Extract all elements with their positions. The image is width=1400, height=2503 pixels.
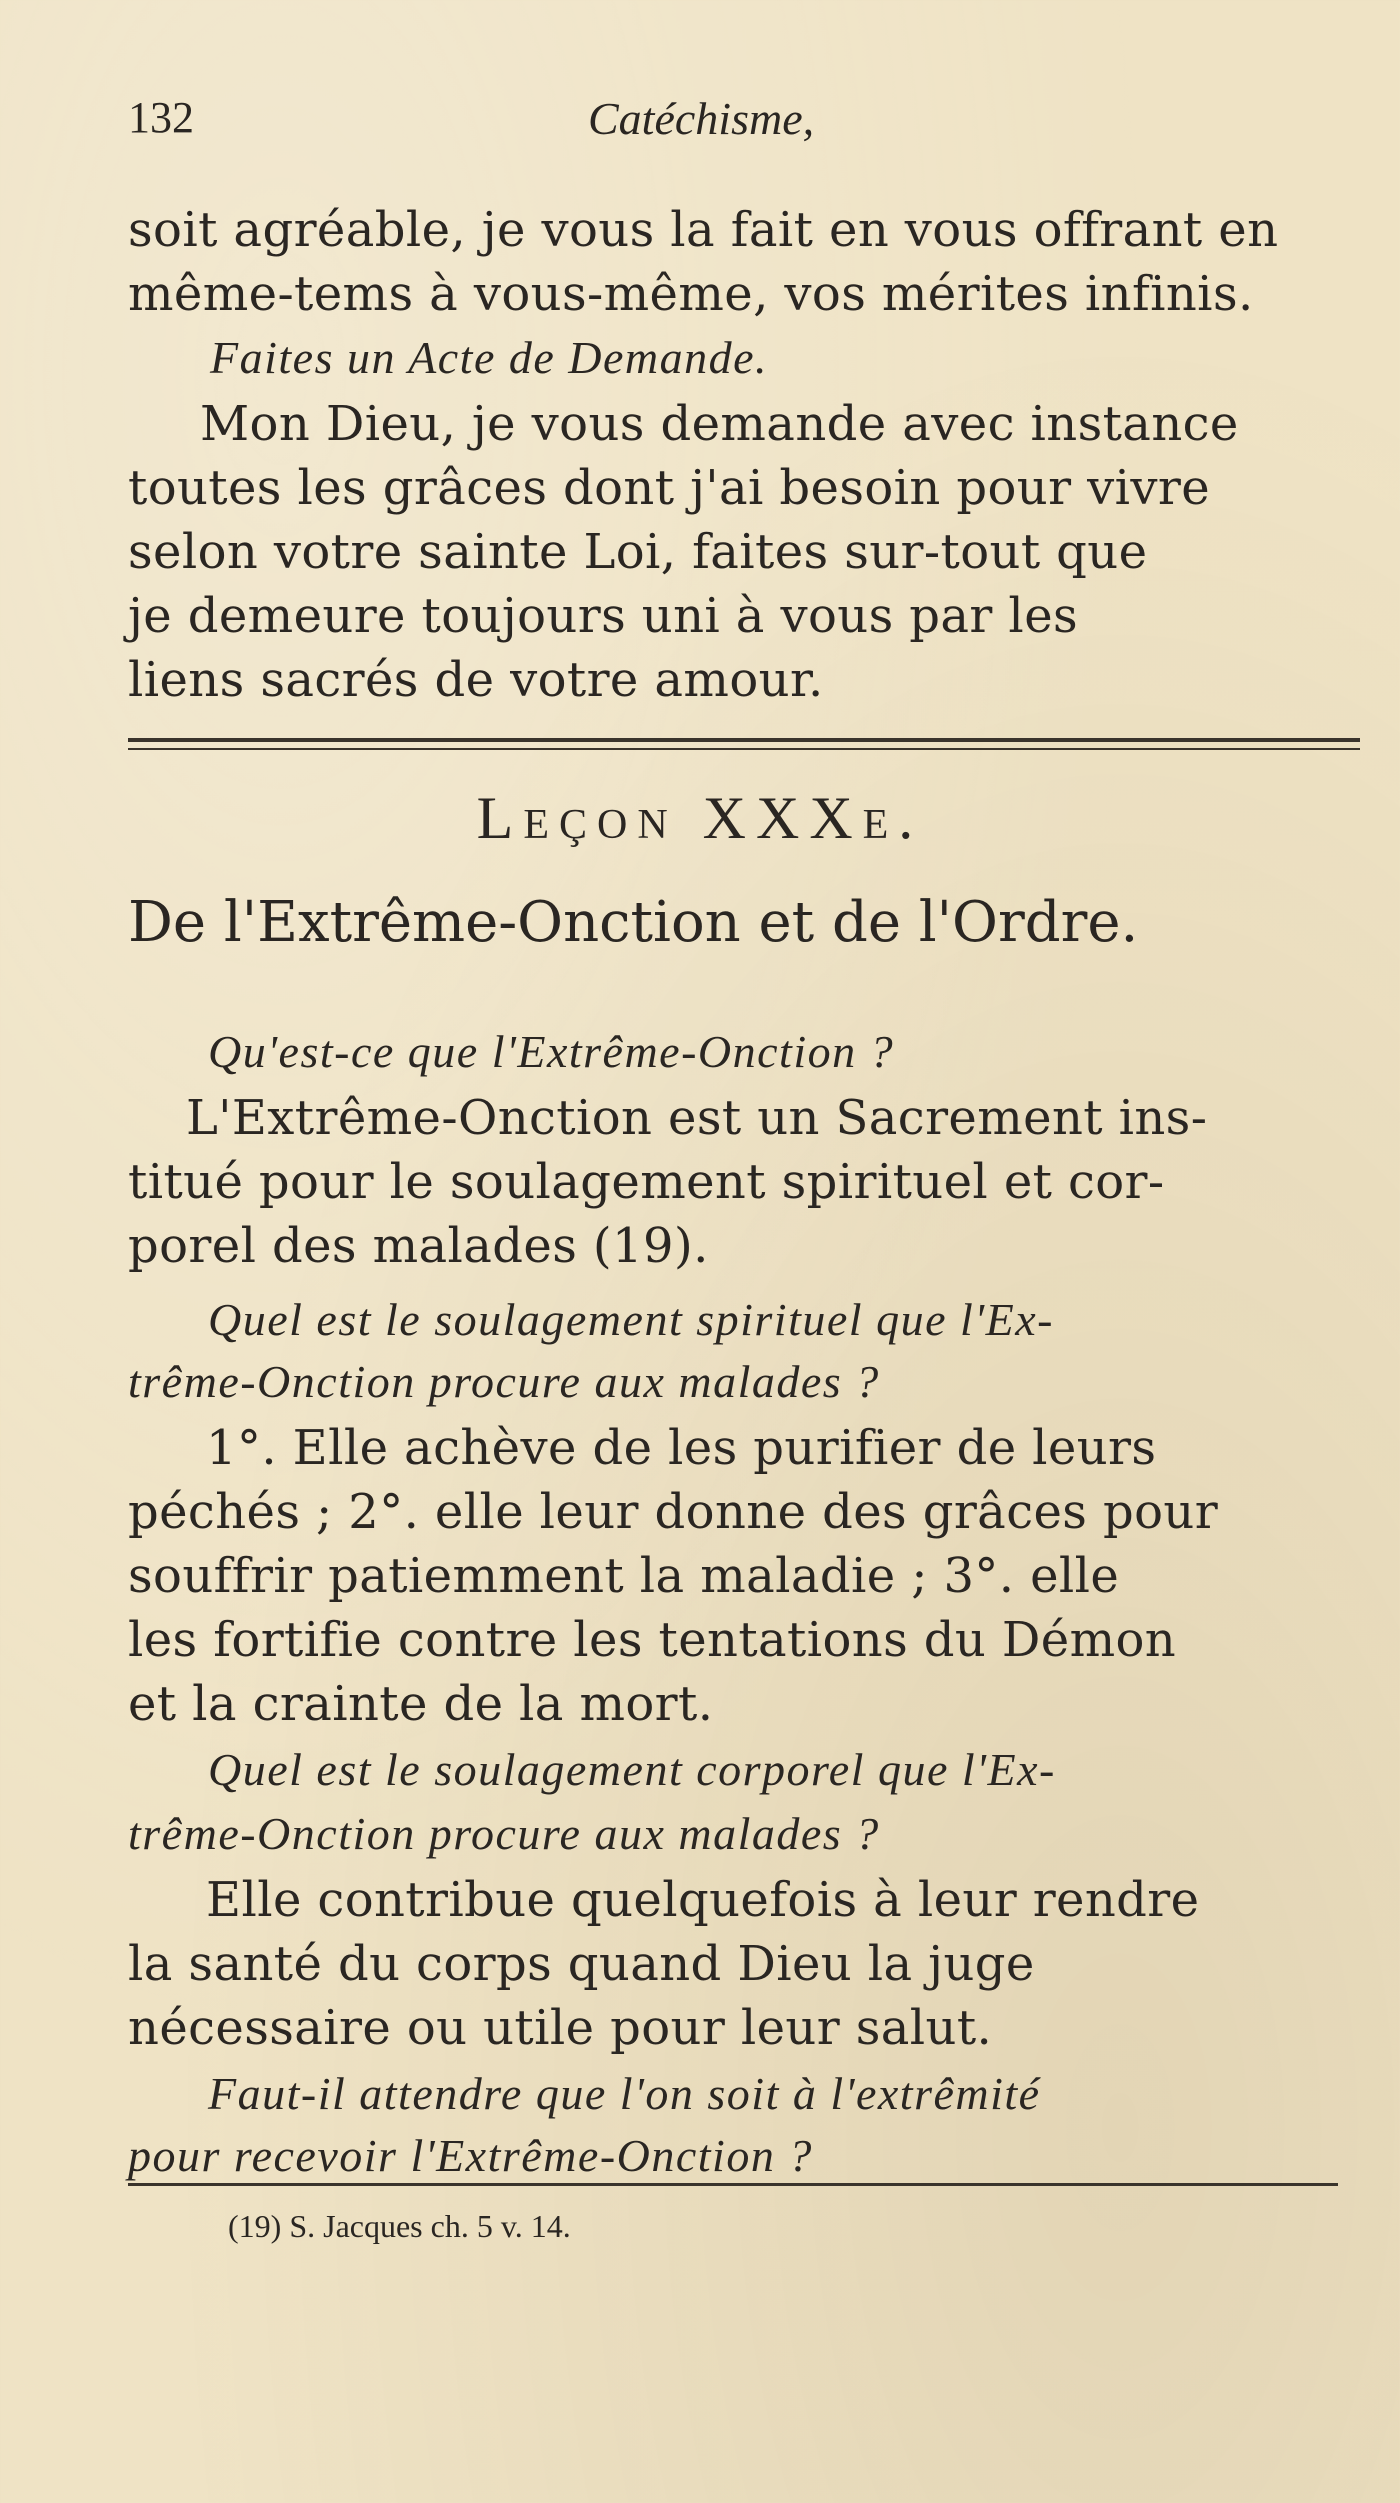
demande-line: Mon Dieu, je vous demande avec instance	[200, 396, 1239, 452]
answer-line: titué pour le soulagement spirituel et cor-	[128, 1154, 1165, 1210]
demande-line: liens sacrés de votre amour.	[128, 652, 824, 708]
answer-line: souffrir patiemment la maladie ; 3°. elle	[128, 1548, 1120, 1604]
question-line: pour recevoir l'Extrême-Onction ?	[128, 2130, 813, 2181]
section-divider	[128, 738, 1360, 750]
demande-line: selon votre sainte Loi, faites sur-tout que	[128, 524, 1148, 580]
demande-line: toutes les grâces dont j'ai besoin pour vivre	[128, 460, 1211, 516]
question-line: Qu'est-ce que l'Extrême-Onction ?	[208, 1026, 895, 1077]
question-line: trême-Onction procure aux malades ?	[128, 1356, 880, 1407]
demande-heading: Faites un Acte de Demande.	[210, 332, 769, 383]
answer-line: porel des malades (19).	[128, 1218, 709, 1274]
demande-line: je demeure toujours uni à vous par les	[128, 588, 1079, 644]
answer-line: Elle contribue quelquefois à leur rendre	[206, 1872, 1200, 1928]
answer-line: la santé du corps quand Dieu la juge	[128, 1936, 1035, 1992]
answer-line: péchés ; 2°. elle leur donne des grâces pour	[128, 1484, 1219, 1540]
footnote-rule	[128, 2183, 1338, 2186]
answer-line: et la crainte de la mort.	[128, 1676, 714, 1732]
question-line: trême-Onction procure aux malades ?	[128, 1808, 880, 1859]
lesson-title: Leçon XXXe.	[476, 785, 924, 851]
body-line: soit agréable, je vous la fait en vous offrant en	[128, 202, 1279, 258]
answer-line: L'Extrême-Onction est un Sacrement ins-	[186, 1090, 1208, 1146]
answer-line: nécessaire ou utile pour leur salut.	[128, 2000, 993, 2056]
question-line: Quel est le soulagement corporel que l'Ex-	[208, 1744, 1056, 1795]
answer-line: les fortifie contre les tentations du Démon	[128, 1612, 1177, 1668]
page-header	[128, 92, 1238, 152]
answer-line: 1°. Elle achève de les purifier de leurs	[206, 1420, 1157, 1476]
question-line: Quel est le soulagement spirituel que l'Ex-	[208, 1294, 1054, 1345]
body-line: même-tems à vous-même, vos mérites infinis.	[128, 266, 1254, 322]
footnote: (19) S. Jacques ch. 5 v. 14.	[228, 2208, 571, 2244]
page-number: 132	[128, 93, 194, 142]
question-line: Faut-il attendre que l'on soit à l'extrêmité	[208, 2068, 1041, 2119]
running-title: Catéchisme,	[588, 93, 815, 144]
lesson-subtitle: De l'Extrême-Onction et de l'Ordre.	[128, 890, 1139, 955]
